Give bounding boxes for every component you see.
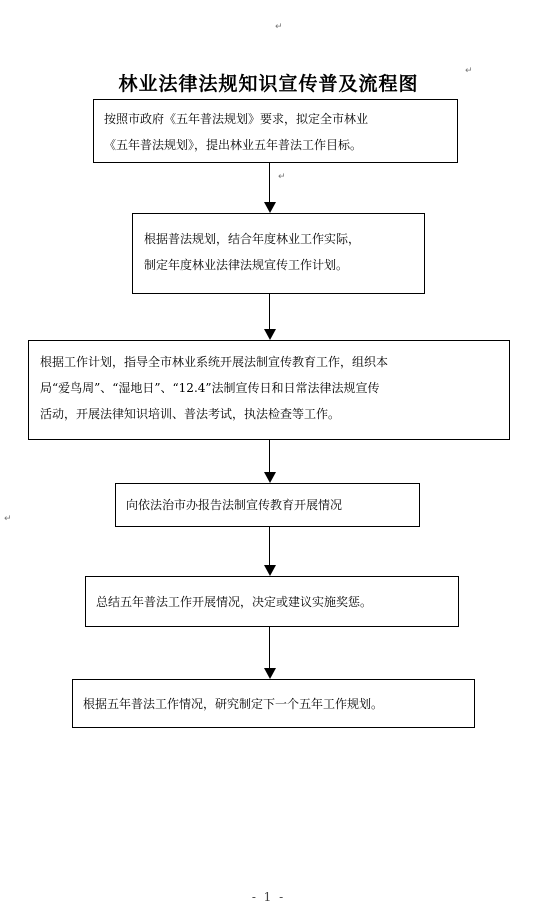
flow-step-5-line-1: 总结五年普法工作开展情况，决定或建议实施奖惩。 [96,595,373,609]
page-number: - 1 - [251,890,286,904]
flow-step-6 [72,679,475,728]
flow-arrow-5 [263,627,277,679]
flow-step-1-line-2: 《五年普法规划》，提出林业五年普法工作目标。 [104,138,363,152]
flow-step-5 [85,576,459,627]
flow-step-6-line-1: 根据五年普法工作情况，研究制定下一个五年工作规划。 [83,697,384,711]
flow-step-2 [132,213,425,294]
flow-step-3 [28,340,510,440]
flow-step-3-line-1: 根据工作计划，指导全市林业系统开展法制宣传教育工作，组织本 [40,355,389,369]
flow-step-1-line-1: 按照市政府《五年普法规划》要求，拟定全市林业 [104,112,369,126]
flow-step-2-line-1: 根据普法规划，结合年度林业工作实际， [144,232,361,246]
flow-step-3-line-3: 活动，开展法律知识培训、普法考试，执法检查等工作。 [40,407,341,421]
paragraph-mark-title: ↵ [465,66,473,76]
page-title: 林业法律法规知识宣传普及流程图 [118,72,419,95]
paragraph-mark-left: ↵ [4,514,12,524]
flow-arrow-2 [263,294,277,340]
paragraph-mark-arrow: ↵ [278,172,286,182]
flow-step-4 [115,483,420,527]
flow-step-3-line-2: 局“爱鸟周”、“湿地日”、“12.4”法制宣传日和日常法律法规宣传 [40,381,380,395]
flow-step-2-line-2: 制定年度林业法律法规宣传工作计划。 [144,258,349,272]
flow-step-1 [93,99,458,163]
flow-arrow-4 [263,527,277,576]
flow-step-4-line-1: 向依法治市办报告法制宣传教育开展情况 [126,498,343,512]
paragraph-mark-top: ↵ [275,22,283,32]
flow-arrow-3 [263,440,277,483]
flow-arrow-1 [263,163,277,213]
